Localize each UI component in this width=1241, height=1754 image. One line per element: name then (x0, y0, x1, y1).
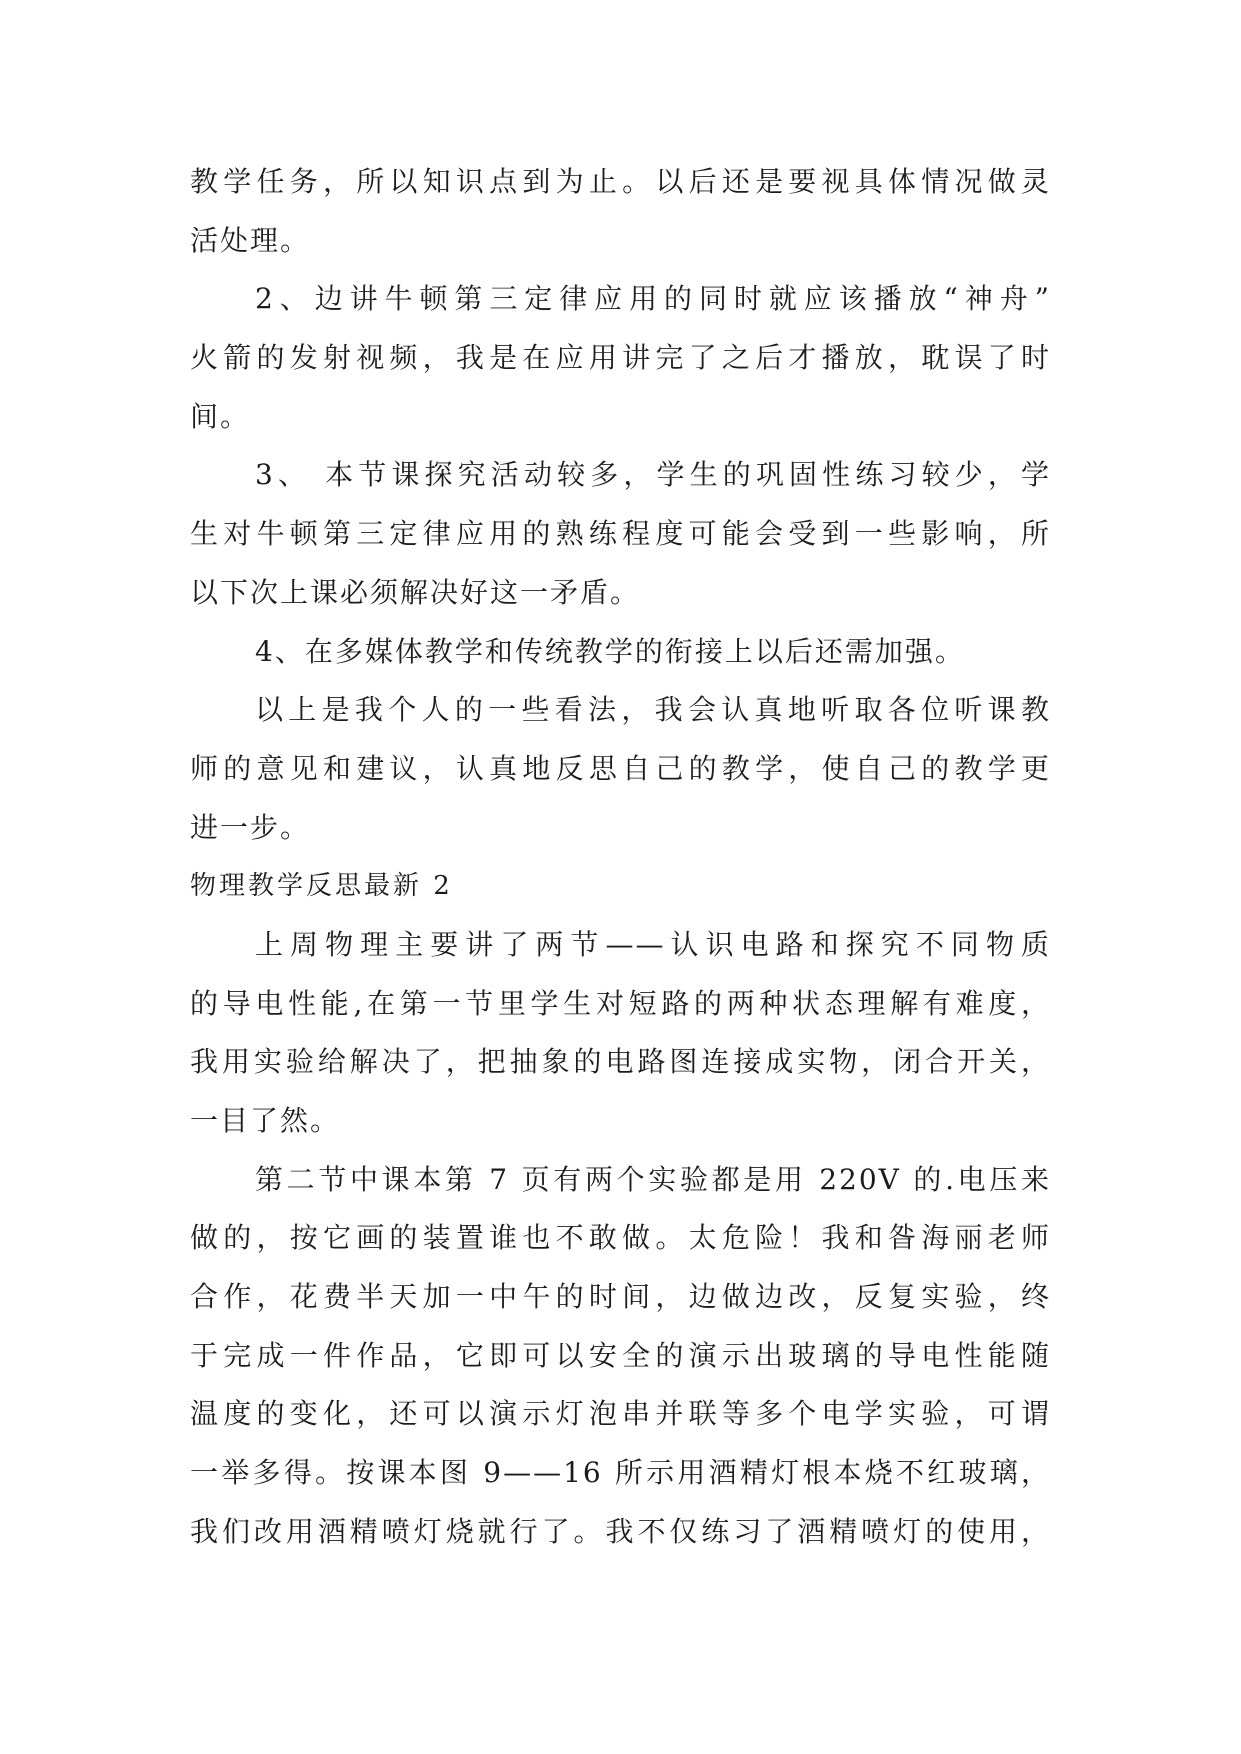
text-line: 以下次上课必须解决好这一矛盾。 (190, 575, 641, 609)
paragraph (190, 270, 1051, 446)
text-line: 的导电性能,在第一节里学生对短路的两种状态理解有难度， (190, 986, 1051, 1020)
paragraph (190, 446, 1051, 622)
text-line: 一举多得。按课本图 9——16 所示用酒精灯根本烧不红玻璃， (190, 1456, 1051, 1490)
paragraph (190, 916, 1051, 1151)
text-line: 间。 (190, 399, 251, 433)
text-line: 我用实验给解决了，把抽象的电路图连接成实物，闭合开关， (190, 1045, 1051, 1079)
paragraph (190, 623, 1051, 682)
document-body (190, 153, 1051, 1562)
section-heading: 物理教学反思最新 2 (190, 871, 453, 902)
text-line: 第二节中课本第 7 页有两个实验都是用 220V 的.电压来 (255, 1162, 1051, 1196)
text-line: 上周物理主要讲了两节——认识电路和探究不同物质 (255, 927, 1051, 961)
text-line: 一目了然。 (190, 1104, 341, 1137)
text-line: 以上是我个人的一些看法，我会认真地听取各位听课教 (255, 693, 1051, 727)
text-line: 合作，花费半天加一中午的时间，边做边改，反复实验，终 (190, 1280, 1051, 1314)
paragraph (190, 153, 1051, 270)
text-line: 2、边讲牛顿第三定律应用的同时就应该播放“神舟” (255, 282, 1051, 316)
paragraph (190, 681, 1051, 857)
text-line: 师的意见和建议，认真地反思自己的教学，使自己的教学更 (190, 751, 1051, 785)
text-line: 活处理。 (190, 223, 311, 257)
text-line: 于完成一件作品，它即可以安全的演示出玻璃的导电性能随 (190, 1338, 1051, 1372)
paragraph (190, 1151, 1051, 1562)
text-line: 教学任务，所以知识点到为止。以后还是要视具体情况做灵 (190, 165, 1051, 198)
text-line: 温度的变化，还可以演示灯泡串并联等多个电学实验，可谓 (190, 1397, 1051, 1431)
text-line: 生对牛顿第三定律应用的熟练程度可能会受到一些影响，所 (190, 517, 1051, 551)
text-line: 火箭的发射视频，我是在应用讲完了之后才播放，耽误了时 (190, 341, 1051, 375)
text-line: 我们改用酒精喷灯烧就行了。我不仅练习了酒精喷灯的使用， (190, 1514, 1051, 1548)
text-line: 做的，按它画的装置谁也不敢做。太危险！我和昝海丽老师 (190, 1221, 1051, 1255)
text-line: 3、 本节课探究活动较多，学生的巩固性练习较少，学 (255, 458, 1051, 492)
text-line: 4、在多媒体教学和传统教学的衔接上以后还需加强。 (255, 634, 965, 668)
text-line: 进一步。 (190, 810, 311, 844)
